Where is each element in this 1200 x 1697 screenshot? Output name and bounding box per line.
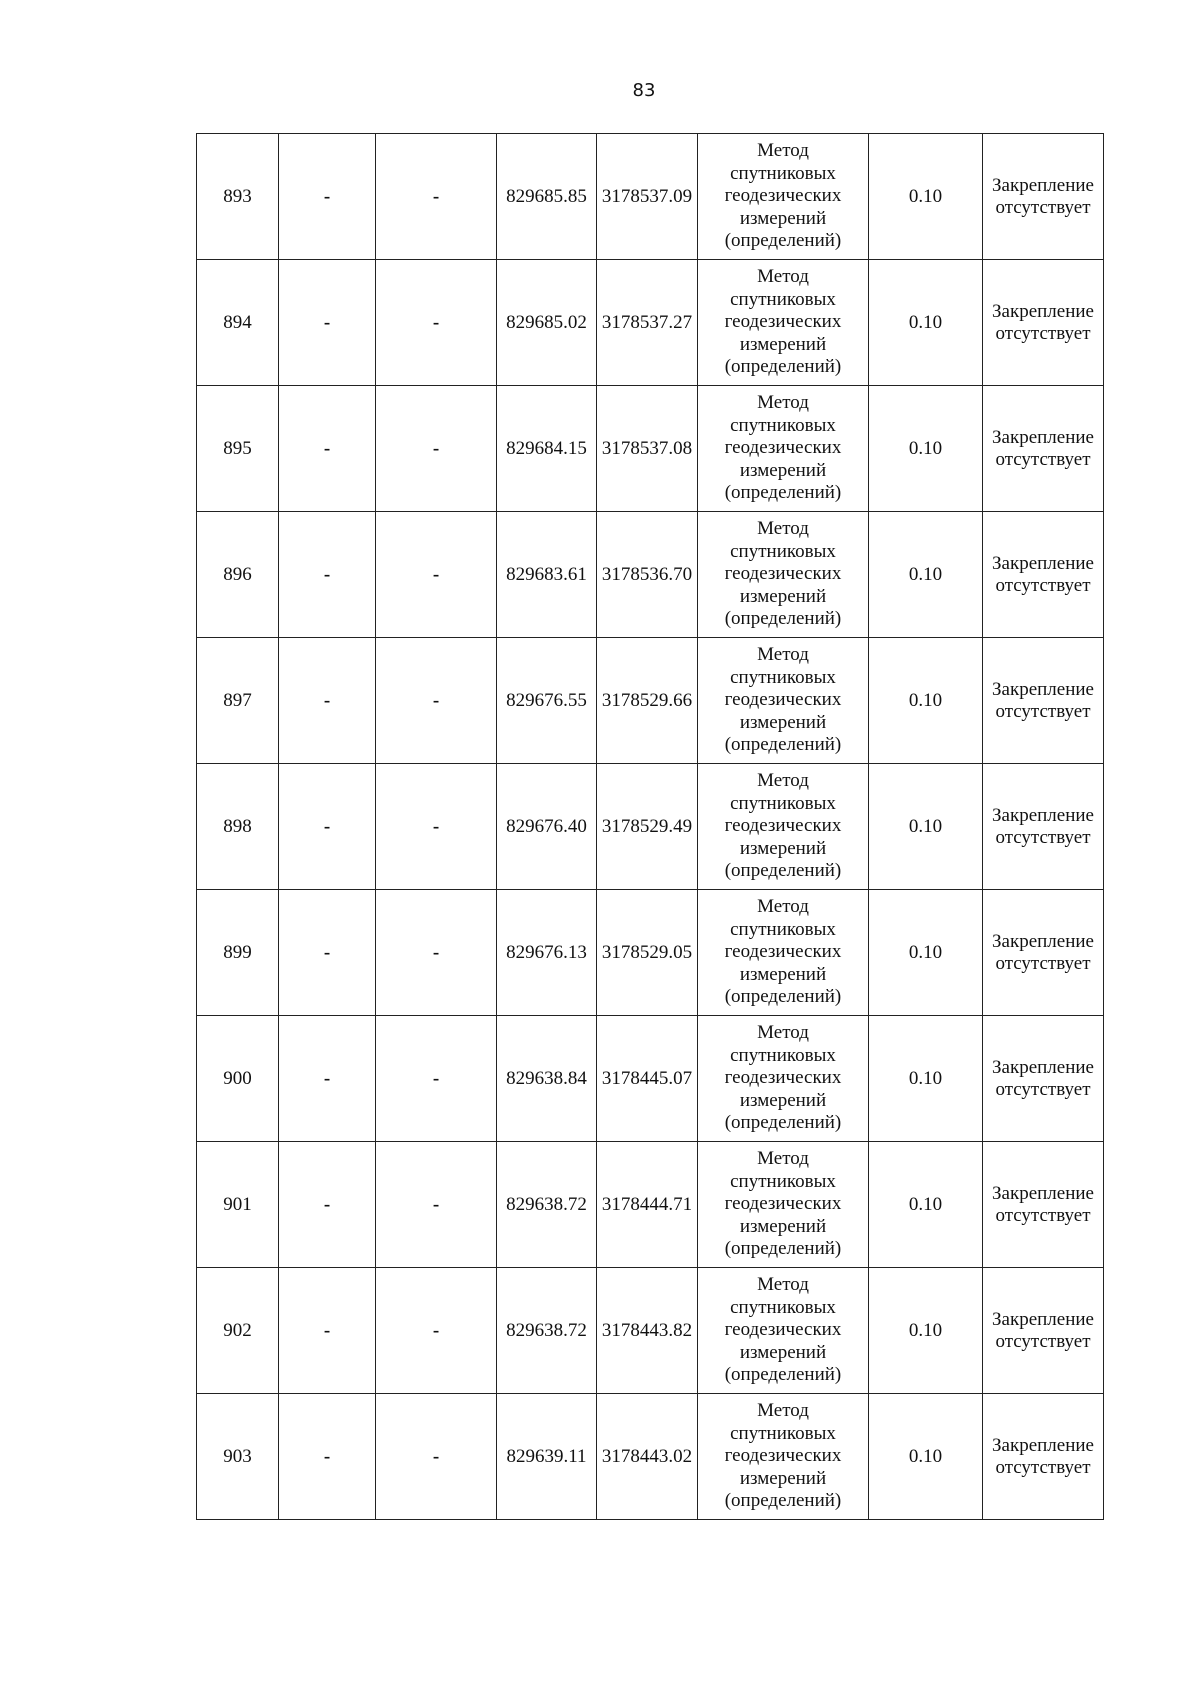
cell-text-line: отсутствует [995, 574, 1091, 596]
cell-text-line: Закрепление [992, 174, 1094, 196]
fixing-cell [983, 1142, 1104, 1268]
cell-text-line: измерений [739, 207, 827, 229]
dash-cell: - [279, 1142, 376, 1268]
fixing-cell [983, 134, 1104, 260]
cell-text-line: спутниковых [730, 162, 836, 184]
cell-text-line: спутниковых [730, 1422, 836, 1444]
point-number-cell: 903 [197, 1394, 279, 1520]
cell-text-line: (определений) [724, 986, 842, 1008]
cell-text-line: геодезических [724, 1445, 842, 1467]
fixing-cell [983, 638, 1104, 764]
cell-text-line: Закрепление [992, 930, 1094, 952]
method-cell [698, 764, 869, 890]
method-cell [698, 512, 869, 638]
x-coordinate-cell: 829676.13 [497, 890, 597, 1016]
dash-cell: - [279, 764, 376, 890]
x-coordinate-cell: 829676.40 [497, 764, 597, 890]
table-row [197, 260, 1104, 386]
accuracy-cell: 0.10 [869, 512, 983, 638]
fixing-cell [983, 1016, 1104, 1142]
table-row [197, 1142, 1104, 1268]
cell-text-line: Метод [757, 644, 809, 666]
method-cell [698, 638, 869, 764]
cell-text-line: измерений [739, 333, 827, 355]
cell-text-line: отсутствует [995, 1456, 1091, 1478]
cell-text-line: Метод [757, 392, 809, 414]
cell-text-line: геодезических [724, 941, 842, 963]
dash-cell: - [279, 638, 376, 764]
point-number-cell: 897 [197, 638, 279, 764]
x-coordinate-cell: 829638.84 [497, 1016, 597, 1142]
cell-text-line: Закрепление [992, 1434, 1094, 1456]
cell-text-line: (определений) [724, 1112, 842, 1134]
y-coordinate-cell: 3178529.66 [597, 638, 698, 764]
cell-text-line: Метод [757, 518, 809, 540]
cell-text-line: геодезических [724, 1319, 842, 1341]
cell-text-line: Метод [757, 896, 809, 918]
cell-text-line: отсутствует [995, 322, 1091, 344]
x-coordinate-cell: 829638.72 [497, 1268, 597, 1394]
cell-text-line: Закрепление [992, 552, 1094, 574]
y-coordinate-cell: 3178443.02 [597, 1394, 698, 1520]
cell-text-line: Закрепление [992, 1056, 1094, 1078]
x-coordinate-cell: 829684.15 [497, 386, 597, 512]
accuracy-cell: 0.10 [869, 1016, 983, 1142]
method-cell [698, 1142, 869, 1268]
accuracy-cell: 0.10 [869, 890, 983, 1016]
y-coordinate-cell: 3178529.49 [597, 764, 698, 890]
fixing-cell [983, 1268, 1104, 1394]
x-coordinate-cell: 829639.11 [497, 1394, 597, 1520]
cell-text-line: отсутствует [995, 1330, 1091, 1352]
table-body [197, 134, 1104, 1520]
page-number: 83 [632, 80, 656, 101]
table-row [197, 1394, 1104, 1520]
cell-text-line: отсутствует [995, 1078, 1091, 1100]
method-cell [698, 1016, 869, 1142]
y-coordinate-cell: 3178443.82 [597, 1268, 698, 1394]
cell-text-line: (определений) [724, 1364, 842, 1386]
point-number-cell: 893 [197, 134, 279, 260]
cell-text-line: спутниковых [730, 540, 836, 562]
dash-cell: - [376, 638, 497, 764]
cell-text-line: отсутствует [995, 1204, 1091, 1226]
y-coordinate-cell: 3178537.27 [597, 260, 698, 386]
dash-cell: - [376, 386, 497, 512]
dash-cell: - [279, 260, 376, 386]
cell-text-line: отсутствует [995, 952, 1091, 974]
accuracy-cell: 0.10 [869, 1142, 983, 1268]
dash-cell: - [376, 134, 497, 260]
cell-text-line: Метод [757, 1400, 809, 1422]
cell-text-line: геодезических [724, 689, 842, 711]
accuracy-cell: 0.10 [869, 134, 983, 260]
cell-text-line: измерений [739, 1215, 827, 1237]
cell-text-line: геодезических [724, 1193, 842, 1215]
table-row [197, 386, 1104, 512]
method-cell [698, 260, 869, 386]
accuracy-cell: 0.10 [869, 386, 983, 512]
cell-text-line: (определений) [724, 482, 842, 504]
cell-text-line: измерений [739, 1089, 827, 1111]
cell-text-line: отсутствует [995, 700, 1091, 722]
dash-cell: - [279, 890, 376, 1016]
accuracy-cell: 0.10 [869, 1268, 983, 1394]
dash-cell: - [279, 1268, 376, 1394]
point-number-cell: 894 [197, 260, 279, 386]
coordinates-table [196, 133, 1104, 1520]
cell-text-line: измерений [739, 711, 827, 733]
cell-text-line: Закрепление [992, 426, 1094, 448]
point-number-cell: 895 [197, 386, 279, 512]
cell-text-line: Закрепление [992, 804, 1094, 826]
cell-text-line: Закрепление [992, 1182, 1094, 1204]
table-row [197, 134, 1104, 260]
dash-cell: - [279, 1016, 376, 1142]
dash-cell: - [279, 1394, 376, 1520]
dash-cell: - [376, 512, 497, 638]
point-number-cell: 900 [197, 1016, 279, 1142]
cell-text-line: геодезических [724, 563, 842, 585]
y-coordinate-cell: 3178537.09 [597, 134, 698, 260]
cell-text-line: спутниковых [730, 1044, 836, 1066]
accuracy-cell: 0.10 [869, 638, 983, 764]
table-row [197, 1016, 1104, 1142]
cell-text-line: отсутствует [995, 448, 1091, 470]
point-number-cell: 902 [197, 1268, 279, 1394]
dash-cell: - [376, 764, 497, 890]
cell-text-line: Метод [757, 770, 809, 792]
cell-text-line: спутниковых [730, 288, 836, 310]
x-coordinate-cell: 829638.72 [497, 1142, 597, 1268]
cell-text-line: (определений) [724, 356, 842, 378]
cell-text-line: отсутствует [995, 196, 1091, 218]
fixing-cell [983, 890, 1104, 1016]
cell-text-line: Метод [757, 140, 809, 162]
x-coordinate-cell: 829676.55 [497, 638, 597, 764]
fixing-cell [983, 386, 1104, 512]
cell-text-line: Метод [757, 1274, 809, 1296]
cell-text-line: спутниковых [730, 1296, 836, 1318]
cell-text-line: спутниковых [730, 666, 836, 688]
cell-text-line: (определений) [724, 734, 842, 756]
dash-cell: - [376, 1268, 497, 1394]
cell-text-line: Метод [757, 1022, 809, 1044]
cell-text-line: Метод [757, 266, 809, 288]
cell-text-line: (определений) [724, 1238, 842, 1260]
x-coordinate-cell: 829685.02 [497, 260, 597, 386]
cell-text-line: Закрепление [992, 678, 1094, 700]
table-row [197, 512, 1104, 638]
cell-text-line: спутниковых [730, 918, 836, 940]
y-coordinate-cell: 3178536.70 [597, 512, 698, 638]
dash-cell: - [279, 512, 376, 638]
x-coordinate-cell: 829683.61 [497, 512, 597, 638]
cell-text-line: (определений) [724, 1490, 842, 1512]
cell-text-line: измерений [739, 585, 827, 607]
cell-text-line: спутниковых [730, 1170, 836, 1192]
method-cell [698, 1394, 869, 1520]
dash-cell: - [279, 134, 376, 260]
cell-text-line: отсутствует [995, 826, 1091, 848]
y-coordinate-cell: 3178529.05 [597, 890, 698, 1016]
table-row [197, 638, 1104, 764]
cell-text-line: измерений [739, 837, 827, 859]
cell-text-line: Метод [757, 1148, 809, 1170]
cell-text-line: геодезических [724, 1067, 842, 1089]
cell-text-line: спутниковых [730, 792, 836, 814]
x-coordinate-cell: 829685.85 [497, 134, 597, 260]
fixing-cell [983, 260, 1104, 386]
cell-text-line: (определений) [724, 860, 842, 882]
cell-text-line: (определений) [724, 230, 842, 252]
dash-cell: - [376, 1142, 497, 1268]
dash-cell: - [376, 1394, 497, 1520]
point-number-cell: 901 [197, 1142, 279, 1268]
cell-text-line: геодезических [724, 185, 842, 207]
point-number-cell: 896 [197, 512, 279, 638]
accuracy-cell: 0.10 [869, 1394, 983, 1520]
point-number-cell: 898 [197, 764, 279, 890]
cell-text-line: измерений [739, 1341, 827, 1363]
method-cell [698, 1268, 869, 1394]
fixing-cell [983, 764, 1104, 890]
cell-text-line: геодезических [724, 311, 842, 333]
cell-text-line: измерений [739, 1467, 827, 1489]
y-coordinate-cell: 3178444.71 [597, 1142, 698, 1268]
accuracy-cell: 0.10 [869, 260, 983, 386]
dash-cell: - [279, 386, 376, 512]
point-number-cell: 899 [197, 890, 279, 1016]
method-cell [698, 890, 869, 1016]
fixing-cell [983, 1394, 1104, 1520]
cell-text-line: Закрепление [992, 300, 1094, 322]
y-coordinate-cell: 3178445.07 [597, 1016, 698, 1142]
y-coordinate-cell: 3178537.08 [597, 386, 698, 512]
table-row [197, 764, 1104, 890]
cell-text-line: измерений [739, 963, 827, 985]
cell-text-line: (определений) [724, 608, 842, 630]
cell-text-line: геодезических [724, 437, 842, 459]
fixing-cell [983, 512, 1104, 638]
accuracy-cell: 0.10 [869, 764, 983, 890]
cell-text-line: спутниковых [730, 414, 836, 436]
cell-text-line: Закрепление [992, 1308, 1094, 1330]
method-cell [698, 386, 869, 512]
cell-text-line: измерений [739, 459, 827, 481]
dash-cell: - [376, 890, 497, 1016]
table-row [197, 1268, 1104, 1394]
dash-cell: - [376, 260, 497, 386]
method-cell [698, 134, 869, 260]
dash-cell: - [376, 1016, 497, 1142]
cell-text-line: геодезических [724, 815, 842, 837]
table-row [197, 890, 1104, 1016]
